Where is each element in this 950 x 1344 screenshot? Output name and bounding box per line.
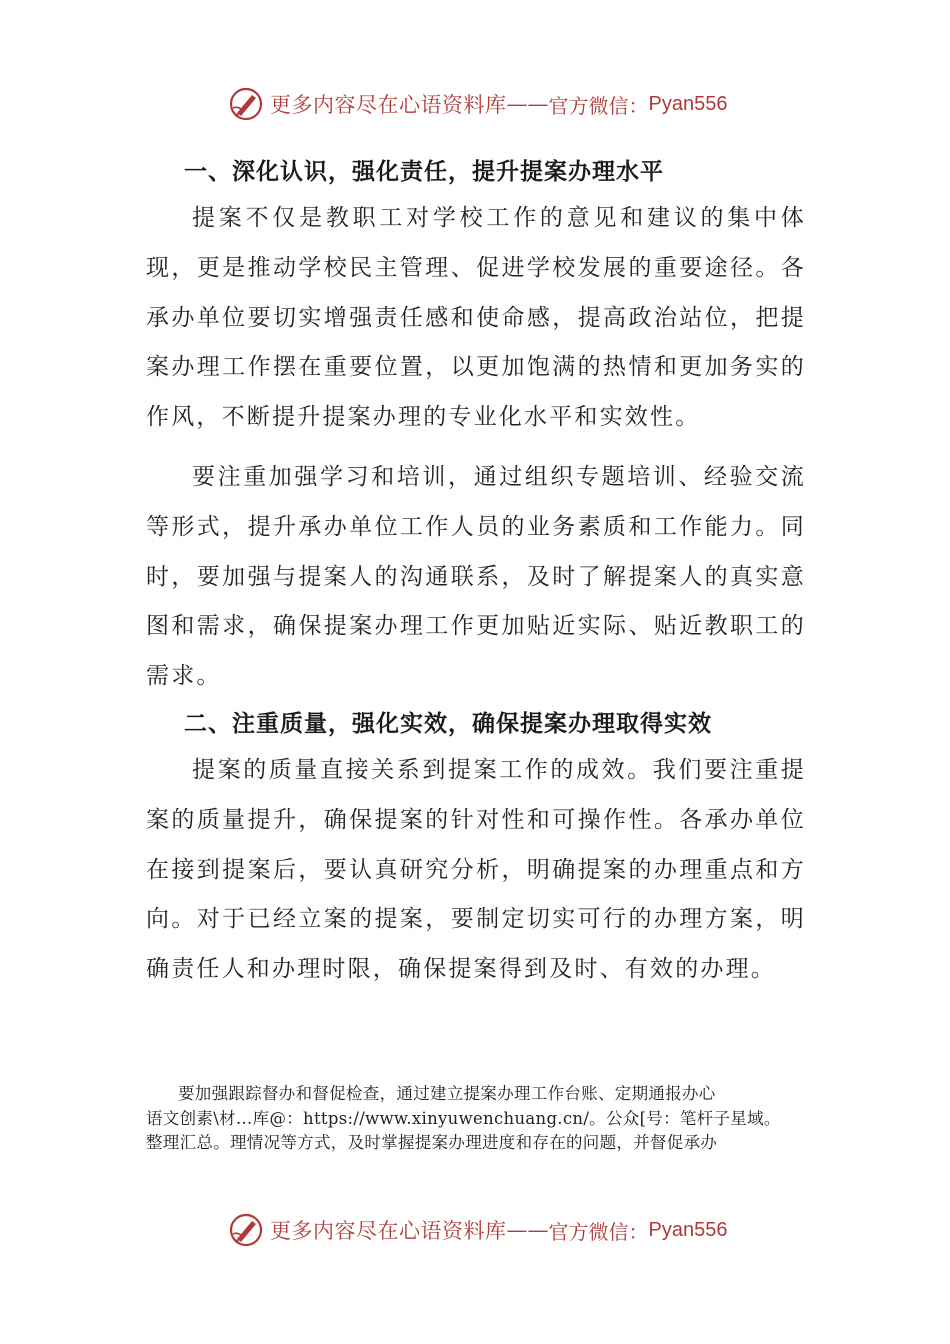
paragraph-2: 要注重加强学习和培训，通过组织专题培训、经验交流等形式，提升承办单位工作人员的业务素质和工作能力。同时，要加强与提案人的沟通联系，及时了解提案人的真实意图和需求，确保提案办理工作更加贴近实际、贴近教职工的需求。 (146, 463, 806, 690)
header-banner (228, 84, 727, 124)
banner-wechat-id: Pyan556 (648, 1218, 728, 1241)
small-line-1: 要加强跟踪督办和督促检查，通过建立提案办理工作台账、定期通报办心 (178, 1084, 716, 1103)
paragraph-3: 提案的质量直接关系到提案工作的成效。我们要注重提案的质量提升，确保提案的针对性和可操作性。各承办单位在接到提案后，要认真研究分析，明确提案的办理重点和方向。对于已经立案的提案，要制定切实可行的办理方案，明确责任人和办理时限，确保提案得到及时、有效的办理。 (146, 756, 806, 983)
banner-dash: —— (506, 92, 549, 116)
small-line-2: 语文创素\材…库@：https://www.xinyuwenchuang.cn/。公众[号：笔杆子星域。 (146, 1108, 781, 1128)
paragraph-1: 提案不仅是教职工对学校工作的意见和建议的集中体现，更是推动学校民主管理、促进学校发展的重要途径。各承办单位要切实增强责任感和使命感，提高政治站位，把提案办理工作摆在重要位置，以更加饱满的热情和更加务实的作风，不断提升提案办理的专业化水平和实效性。 (146, 205, 806, 431)
banner-dash: —— (506, 1218, 549, 1242)
banner-wechat-id: Pyan556 (648, 92, 728, 115)
pen-logo-icon (228, 86, 264, 122)
pen-logo-icon (228, 1212, 264, 1248)
main-content (146, 150, 806, 995)
banner-wechat-label: 官方微信： (548, 93, 649, 118)
footer-banner (228, 1210, 727, 1250)
section-heading-1: 一、深化认识，强化责任，提升提案办理水平 (184, 159, 664, 185)
small-line-3: 整理汇总。理情况等方式，及时掌握提案办理进度和存在的问题，并督促承办 (146, 1133, 718, 1152)
banner-title: 更多内容尽在心语资料库 (270, 1219, 507, 1243)
banner-title: 更多内容尽在心语资料库 (270, 93, 507, 117)
section-heading-2: 二、注重质量，强化实效，确保提案办理取得实效 (184, 710, 712, 737)
banner-wechat-label: 官方微信： (548, 1219, 649, 1244)
small-text-block (146, 1082, 814, 1156)
